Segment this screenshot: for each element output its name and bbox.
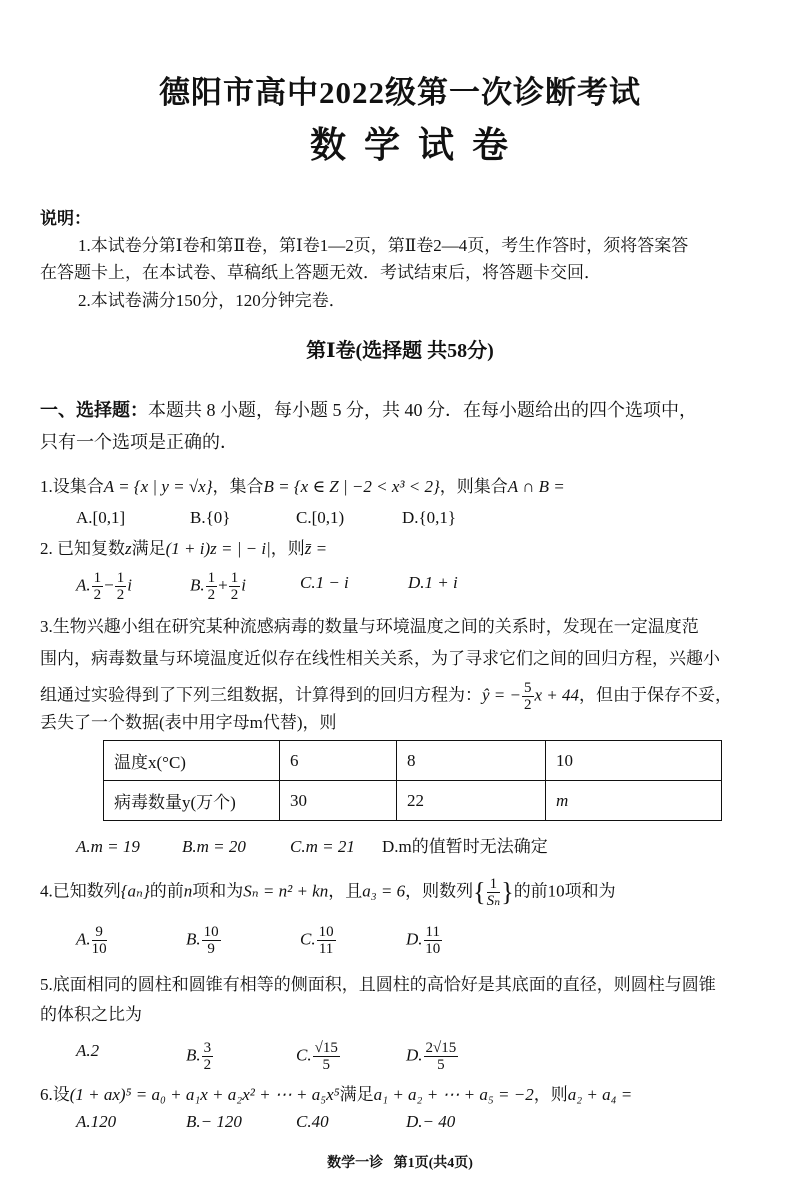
den: 2 bbox=[207, 587, 216, 603]
q5-option-d bbox=[406, 1040, 459, 1073]
fraction bbox=[522, 680, 534, 713]
q4-option-c bbox=[300, 924, 337, 957]
num: 1 bbox=[487, 876, 501, 893]
fraction bbox=[202, 1040, 214, 1073]
q6-option-a: A.120 bbox=[76, 1112, 117, 1131]
q3-option-a: A.m = 19 bbox=[76, 837, 140, 856]
table-row bbox=[104, 781, 722, 821]
math: i bbox=[127, 575, 132, 595]
q2-option-a bbox=[76, 570, 132, 603]
num: 3 bbox=[203, 1040, 212, 1056]
den: 2 bbox=[93, 587, 102, 603]
text: 的前 bbox=[149, 881, 184, 901]
q1-option-b: B.{0} bbox=[190, 508, 231, 527]
den: 2 bbox=[116, 587, 125, 603]
part-heading: 第Ⅰ卷(选择题 共58分) bbox=[306, 340, 494, 362]
question-4-stem bbox=[40, 876, 616, 909]
table-cell: m bbox=[546, 781, 722, 821]
fraction bbox=[317, 924, 336, 957]
text: 的前10项和为 bbox=[513, 881, 616, 901]
text: ，且 bbox=[328, 881, 363, 901]
fraction bbox=[229, 570, 241, 603]
math: a₂ + a₄ = bbox=[567, 1085, 633, 1104]
brace-open: { bbox=[473, 877, 486, 907]
label: D. bbox=[406, 929, 423, 949]
label: C. bbox=[300, 929, 316, 949]
math: B = {x ∈ Z | −2 < x³ < 2} bbox=[263, 477, 440, 496]
question-2-stem bbox=[40, 538, 327, 560]
exam-title: 德阳市高中2022级第一次诊断考试 bbox=[159, 75, 641, 110]
text: ，则集合 bbox=[439, 477, 508, 496]
den: 11 bbox=[318, 941, 334, 957]
den: 2 bbox=[524, 697, 532, 713]
q2-option-d: D.1 + i bbox=[408, 573, 458, 592]
num: 5 bbox=[524, 680, 532, 696]
text: 满足 bbox=[339, 1085, 374, 1104]
table-row bbox=[104, 741, 722, 781]
text: 满足 bbox=[131, 539, 166, 558]
table-cell: 8 bbox=[397, 741, 546, 781]
text: ，集合 bbox=[212, 477, 264, 496]
den: 5 bbox=[437, 1057, 445, 1073]
math: a₁ + a₂ + ⋯ + a₅ = −2 bbox=[373, 1085, 534, 1104]
den: 5 bbox=[322, 1057, 330, 1073]
den: Sₙ bbox=[486, 893, 501, 909]
text: ，则数列 bbox=[405, 881, 474, 901]
table-cell: 30 bbox=[280, 781, 397, 821]
fraction bbox=[115, 570, 127, 603]
table-cell: 22 bbox=[397, 781, 546, 821]
text: 2. 已知复数 bbox=[40, 539, 125, 558]
q6-option-c: C.40 bbox=[296, 1112, 329, 1131]
den: 2 bbox=[230, 587, 239, 603]
den: 9 bbox=[207, 941, 215, 957]
op: + bbox=[218, 575, 228, 595]
q3-option-b: B.m = 20 bbox=[182, 837, 246, 856]
num: 2√15 bbox=[425, 1040, 457, 1056]
q5-line-2: 的体积之比为 bbox=[40, 1005, 142, 1024]
fraction bbox=[487, 876, 501, 909]
label: A. bbox=[76, 929, 91, 949]
q5-option-c bbox=[296, 1040, 341, 1073]
label: B. bbox=[190, 575, 205, 595]
num: 9 bbox=[92, 924, 107, 941]
q4-option-b bbox=[186, 924, 222, 957]
q3-line-4: 丢失了一个数据(表中用字母m代替)，则 bbox=[40, 713, 337, 732]
op: − bbox=[104, 575, 114, 595]
math: {aₙ} bbox=[120, 881, 150, 901]
fraction bbox=[202, 924, 221, 957]
fraction bbox=[424, 1040, 459, 1073]
q5-option-b bbox=[186, 1040, 214, 1073]
math: A ∩ B = bbox=[507, 477, 565, 496]
text: 4.已知数列 bbox=[40, 881, 121, 901]
num: 1 bbox=[230, 570, 239, 586]
notes-line-2: 2.本试卷满分150分，120分钟完卷． bbox=[78, 291, 346, 310]
num: 1 bbox=[207, 570, 216, 586]
num: 1 bbox=[93, 570, 102, 586]
math: x + 44 bbox=[534, 685, 580, 705]
table-cell: 10 bbox=[546, 741, 722, 781]
fraction bbox=[92, 570, 104, 603]
math: ŷ = − bbox=[482, 685, 521, 705]
label: A. bbox=[76, 575, 91, 595]
text: 组通过实验得到了下列三组数据，计算得到的回归方程为： bbox=[40, 685, 482, 705]
q6-option-b: B.− 120 bbox=[186, 1112, 242, 1131]
label: C. bbox=[296, 1045, 312, 1065]
den: 2 bbox=[203, 1057, 212, 1073]
q3-option-d: D.m的值暂时无法确定 bbox=[382, 837, 548, 856]
math: a₃ = 6 bbox=[362, 881, 406, 901]
notes-line-1b: 在答题卡上，在本试卷、草稿纸上答题无效．考试结束后，将答题卡交回． bbox=[40, 263, 601, 282]
q3-line-1: 3.生物兴趣小组在研究某种流感病毒的数量与环境温度之间的关系时，发现在一定温度范 bbox=[40, 617, 699, 636]
exam-subtitle: 数学试卷 bbox=[309, 125, 526, 165]
section-instructions bbox=[40, 399, 697, 421]
q5-line-1: 5.底面相同的圆柱和圆锥有相等的侧面积，且圆柱的高恰好是其底面的直径，则圆柱与圆锥 bbox=[40, 975, 716, 994]
text: ，则 bbox=[533, 1085, 568, 1104]
text: 项和为 bbox=[192, 881, 244, 901]
math: (1 + ax)⁵ = a₀ + a₁x + a₂x² + ⋯ + a₅x⁵ bbox=[69, 1085, 340, 1104]
q5-option-a: A.2 bbox=[76, 1041, 100, 1060]
den: 10 bbox=[91, 941, 107, 957]
q1-option-c: C.[0,1) bbox=[296, 508, 345, 527]
data-table bbox=[103, 740, 722, 821]
math: A = {x | y = √x} bbox=[103, 477, 213, 496]
section-label: 一、选择题： bbox=[40, 400, 148, 420]
q4-option-d bbox=[406, 924, 443, 957]
table-cell: 温度x(°C) bbox=[104, 741, 280, 781]
fraction bbox=[92, 924, 107, 957]
question-6-stem bbox=[40, 1084, 632, 1106]
brace-close: } bbox=[501, 877, 514, 907]
text: ，但由于保存不妥， bbox=[579, 685, 733, 705]
table-cell: 6 bbox=[280, 741, 397, 781]
math: z̄ = bbox=[304, 539, 328, 558]
fraction bbox=[313, 1040, 340, 1073]
math: z bbox=[125, 539, 132, 558]
notes-label: 说明： bbox=[40, 209, 91, 228]
page-footer: 数学一诊 第1页(共4页) bbox=[327, 1156, 473, 1171]
math: n bbox=[183, 881, 193, 901]
math: i bbox=[241, 575, 246, 595]
q6-option-d: D.− 40 bbox=[406, 1112, 456, 1131]
num: √15 bbox=[314, 1040, 338, 1056]
label: B. bbox=[186, 929, 201, 949]
q2-option-c: C.1 − i bbox=[300, 573, 349, 592]
label: D. bbox=[406, 1045, 423, 1065]
den: 10 bbox=[425, 941, 441, 957]
notes-line-1: 1.本试卷分第Ⅰ卷和第Ⅱ卷，第Ⅰ卷1—2页，第Ⅱ卷2—4页，考生作答时，须将答案答 bbox=[78, 236, 689, 255]
q1-option-a: A.[0,1] bbox=[76, 508, 126, 527]
num: 10 bbox=[203, 924, 219, 940]
table-cell: 病毒数量y(万个) bbox=[104, 781, 280, 821]
text: 6.设 bbox=[40, 1085, 70, 1104]
label: B. bbox=[186, 1045, 201, 1065]
num: 10 bbox=[318, 924, 334, 940]
math: Sₙ = n² + kn bbox=[243, 881, 329, 901]
text: 1.设集合 bbox=[40, 477, 104, 496]
num: 11 bbox=[425, 924, 440, 940]
fraction bbox=[424, 924, 442, 957]
q3-option-c: C.m = 21 bbox=[290, 837, 355, 856]
q3-line-3 bbox=[40, 680, 732, 713]
fraction bbox=[206, 570, 218, 603]
q3-line-2: 围内，病毒数量与环境温度近似存在线性相关关系，为了寻求它们之间的回归方程，兴趣小 bbox=[40, 649, 720, 668]
q1-option-d: D.{0,1} bbox=[402, 508, 457, 527]
text: ，则 bbox=[270, 539, 305, 558]
math: (1 + i)z = | − i| bbox=[165, 539, 271, 558]
section-text: 本题共 8 小题，每小题 5 分，共 40 分．在每小题给出的四个选项中， bbox=[148, 400, 697, 420]
q2-option-b bbox=[190, 570, 246, 603]
num: 1 bbox=[116, 570, 125, 586]
section-text-2: 只有一个选项是正确的． bbox=[40, 432, 238, 452]
question-1-stem bbox=[40, 476, 565, 498]
q4-option-a bbox=[76, 924, 108, 957]
